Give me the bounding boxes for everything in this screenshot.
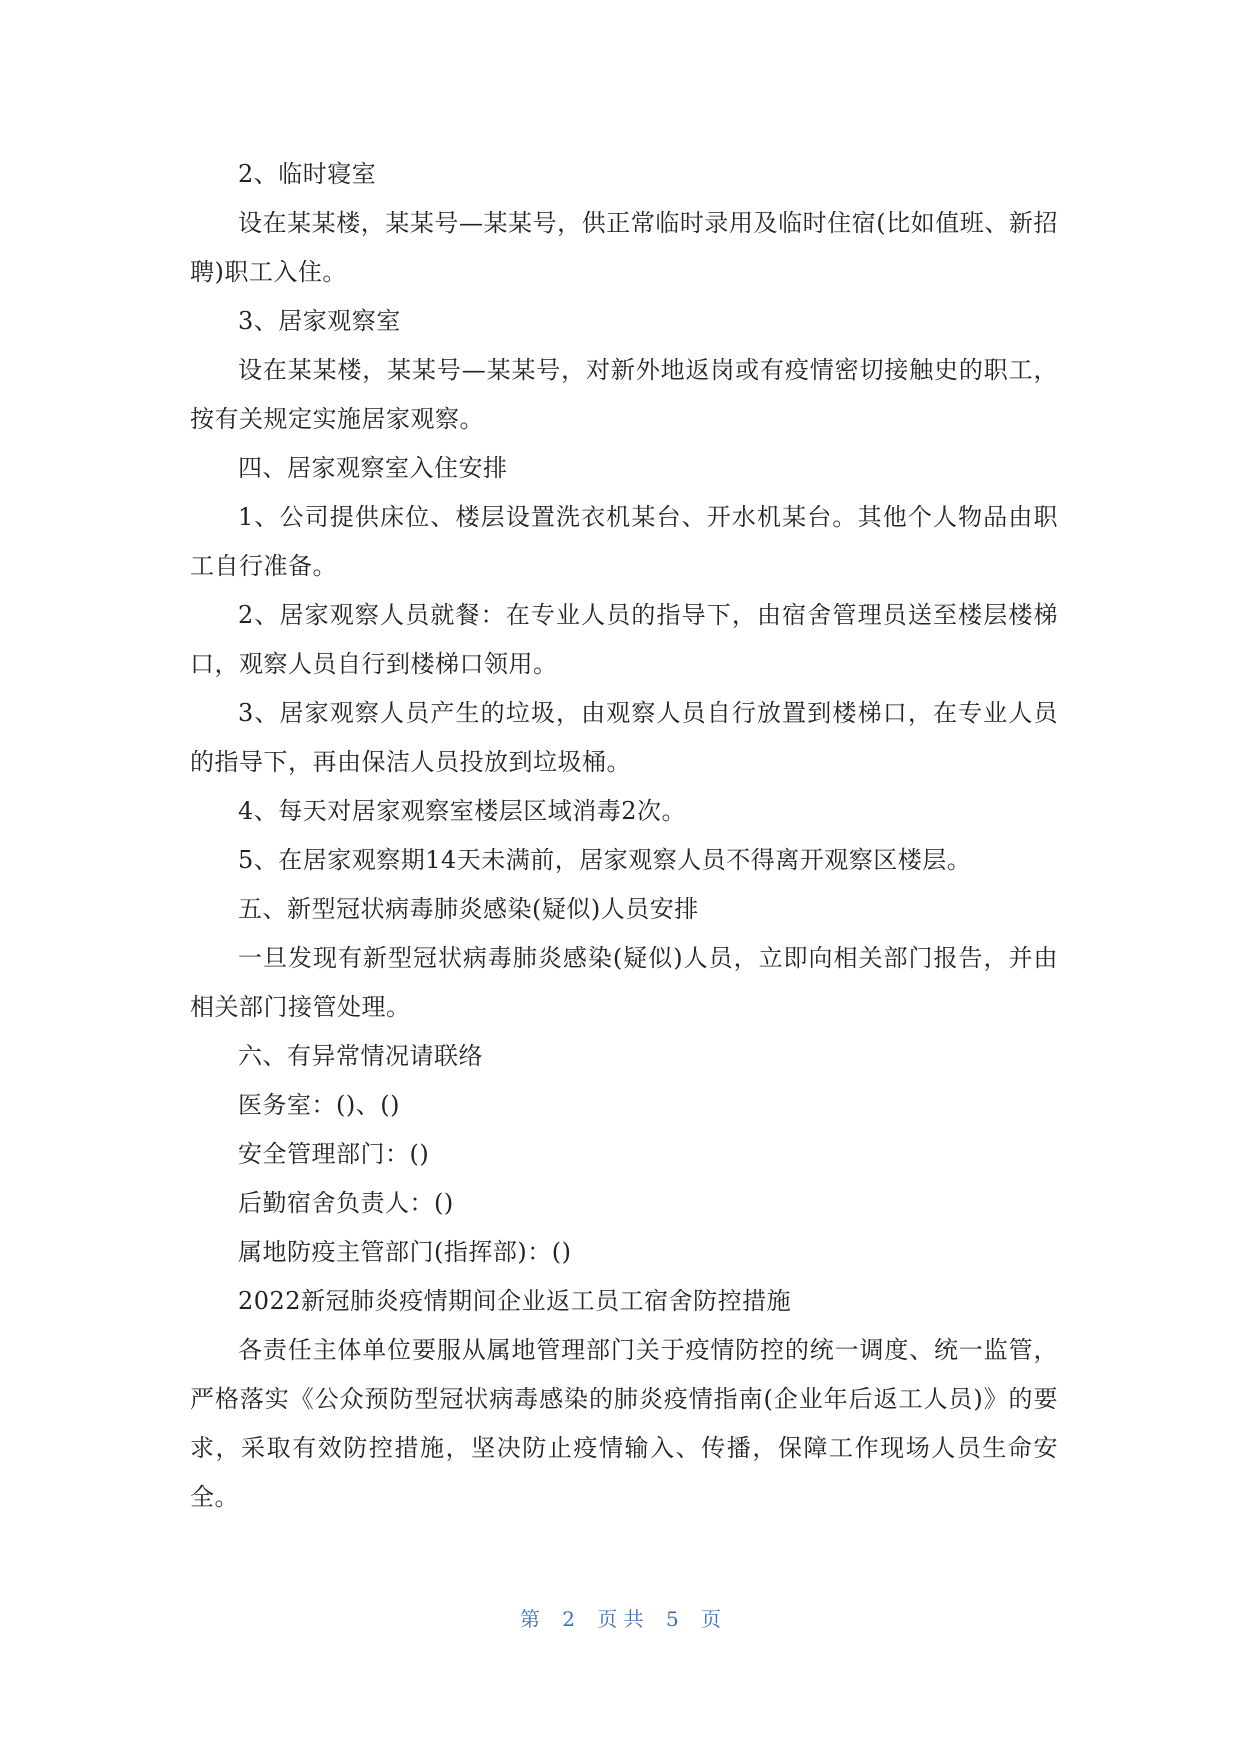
section-heading-home-observation-room: 3、居家观察室	[238, 307, 401, 335]
section-heading-contacts: 六、有异常情况请联络	[238, 1042, 483, 1070]
paragraph-home-observation-room: 设在某某楼，某某号—某某号，对新外地返岗或有疫情密切接触史的职工，按有关规定实施居家观察。	[190, 356, 1058, 433]
paragraph-arrangement-4: 4、每天对居家观察室楼层区域消毒2次。	[238, 797, 687, 825]
contact-local-epidemic-authority: 属地防疫主管部门(指挥部)：()	[238, 1238, 572, 1266]
footer-middle: 页 共	[597, 1607, 644, 1631]
paragraph-arrangement-2: 2、居家观察人员就餐：在专业人员的指导下，由宿舍管理员送至楼层楼梯口，观察人员自行到楼梯口领用。	[190, 601, 1058, 678]
contact-safety-department: 安全管理部门：()	[238, 1140, 430, 1168]
footer-current-page: 2	[562, 1607, 575, 1631]
footer-prefix: 第	[519, 1607, 540, 1631]
footer-total-pages: 5	[666, 1607, 679, 1631]
section-heading-suspected-cases: 五、新型冠状病毒肺炎感染(疑似)人员安排	[238, 895, 699, 923]
paragraph-responsibility: 各责任主体单位要服从属地管理部门关于疫情防控的统一调度、统一监管，严格落实《公众预防型冠状病毒感染的肺炎疫情指南(企业年后返工人员)》的要求，采取有效防控措施，坚决防止疫情输入、传播，保障工作现场人员生命安全。	[190, 1336, 1058, 1511]
paragraph-arrangement-5: 5、在居家观察期14天未满前，居家观察人员不得离开观察区楼层。	[238, 846, 972, 874]
paragraph-arrangement-1: 1、公司提供床位、楼层设置洗衣机某台、开水机某台。其他个人物品由职工自行准备。	[190, 503, 1058, 580]
contact-dormitory-manager: 后勤宿舍负责人：()	[238, 1189, 454, 1217]
section-heading-observation-arrangements: 四、居家观察室入住安排	[238, 454, 508, 482]
footer-suffix: 页	[701, 1607, 722, 1631]
section-heading-temporary-dormitory: 2、临时寝室	[238, 160, 377, 188]
paragraph-arrangement-3: 3、居家观察人员产生的垃圾，由观察人员自行放置到楼梯口，在专业人员的指导下，再由保洁人员投放到垃圾桶。	[190, 699, 1058, 776]
paragraph-suspected-cases: 一旦发现有新型冠状病毒肺炎感染(疑似)人员，立即向相关部门报告，并由相关部门接管处理。	[190, 944, 1058, 1021]
contact-medical-room: 医务室：()、()	[238, 1091, 400, 1119]
document-body	[190, 150, 1058, 1522]
document-subtitle: 2022新冠肺炎疫情期间企业返工员工宿舍防控措施	[238, 1287, 792, 1315]
page-footer	[0, 1603, 1241, 1632]
paragraph-temporary-dormitory: 设在某某楼，某某号—某某号，供正常临时录用及临时住宿(比如值班、新招聘)职工入住。	[190, 209, 1058, 286]
